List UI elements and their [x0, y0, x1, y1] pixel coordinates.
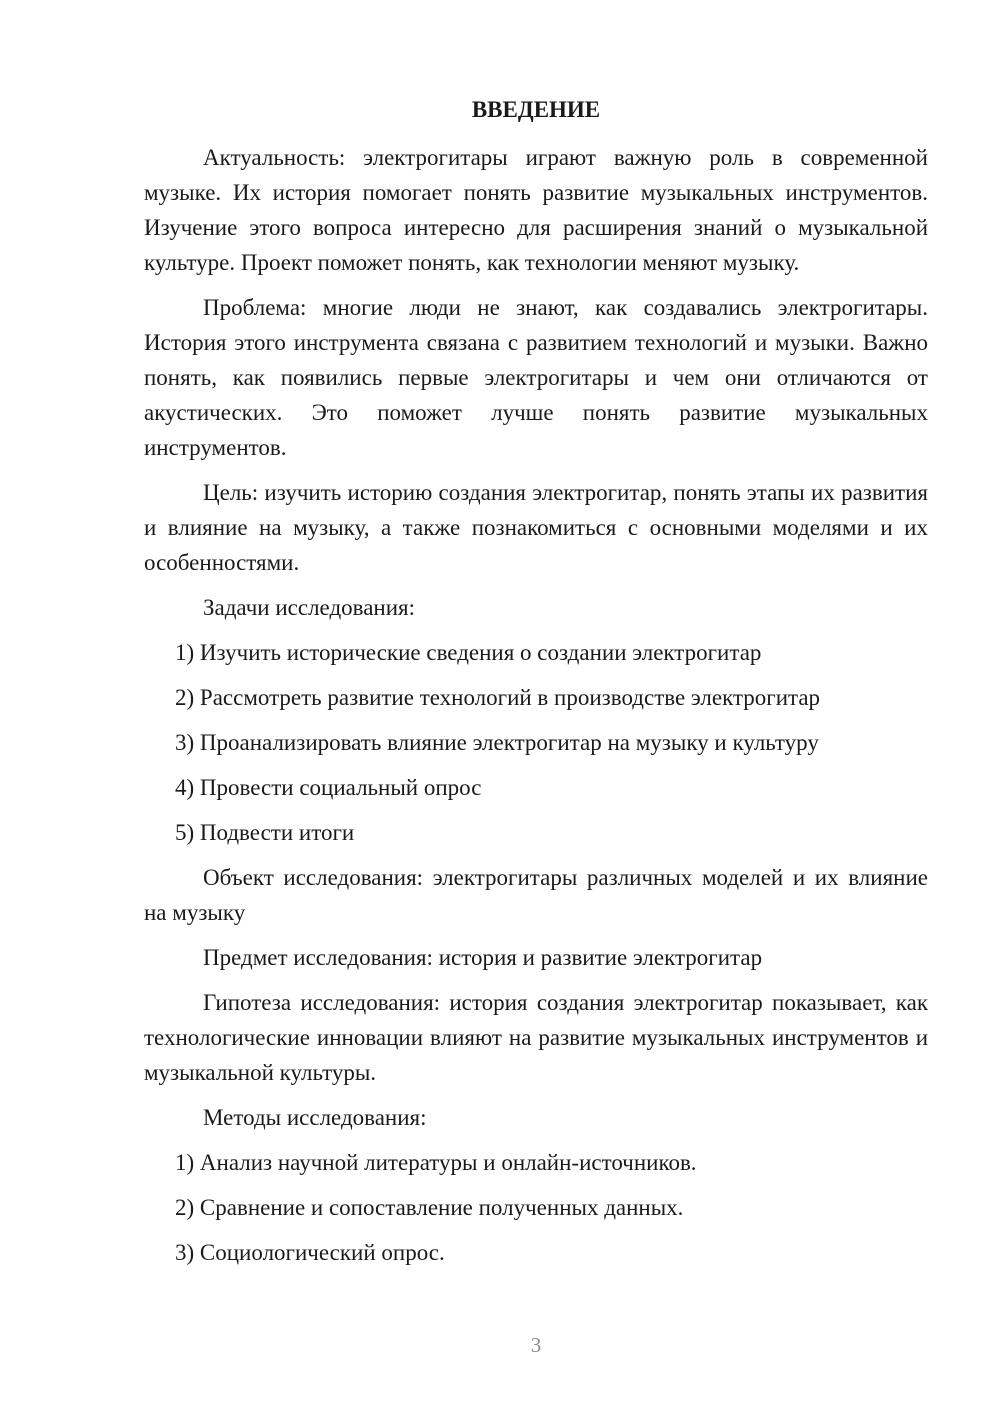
list-item: 1) Изучить исторические сведения о создании электрогитар: [175, 640, 762, 665]
methods-list: [144, 1145, 928, 1270]
list-item: 1) Анализ научной литературы и онлайн-источников.: [175, 1150, 697, 1175]
list-item: 2) Рассмотреть развитие технологий в производстве электрогитар: [175, 685, 821, 710]
page-number: 3: [530, 1333, 542, 1357]
document-body: [144, 140, 928, 1280]
page-title: ВВЕДЕНИЕ: [471, 97, 601, 122]
goal-paragraph: Цель: изучить историю создания электрогитар, понять этапы их развития и влияние на музыку, а также познакомиться с основными моделями и их особенностями.: [144, 480, 928, 575]
list-item: 3) Проанализировать влияние электрогитар на музыку и культуру: [175, 730, 819, 755]
problem-paragraph: Проблема: многие люди не знают, как создавались электрогитары. История этого инструмента связана с развитием технологий и музыки. Важно понять, как появились первые электрогитары и чем они отличаются от акустических. Это поможет лучше понять развитие музыкальных инструментов.: [144, 295, 928, 460]
list-item: 2) Сравнение и сопоставление полученных данных.: [175, 1195, 684, 1220]
list-item: 5) Подвести итоги: [175, 820, 355, 845]
list-item: 4) Провести социальный опрос: [175, 775, 482, 800]
tasks-heading: Задачи исследования:: [203, 595, 416, 620]
object-paragraph: Объект исследования: электрогитары различных моделей и их влияние на музыку: [144, 865, 928, 925]
list-item: 3) Социологический опрос.: [175, 1240, 445, 1265]
methods-heading: Методы исследования:: [203, 1105, 427, 1130]
tasks-list: [144, 635, 928, 850]
subject-paragraph: Предмет исследования: история и развитие электрогитар: [203, 945, 763, 970]
hypothesis-paragraph: Гипотеза исследования: история создания электрогитар показывает, как технологические инновации влияют на развитие музыкальных инструментов и музыкальной культуры.: [144, 990, 928, 1085]
relevance-paragraph: Актуальность: электрогитары играют важную роль в современной музыке. Их история помогает понять развитие музыкальных инструментов. Изучение этого вопроса интересно для расширения знаний о музыкальной культуре. Проект поможет понять, как технологии меняют музыку.: [144, 145, 928, 275]
